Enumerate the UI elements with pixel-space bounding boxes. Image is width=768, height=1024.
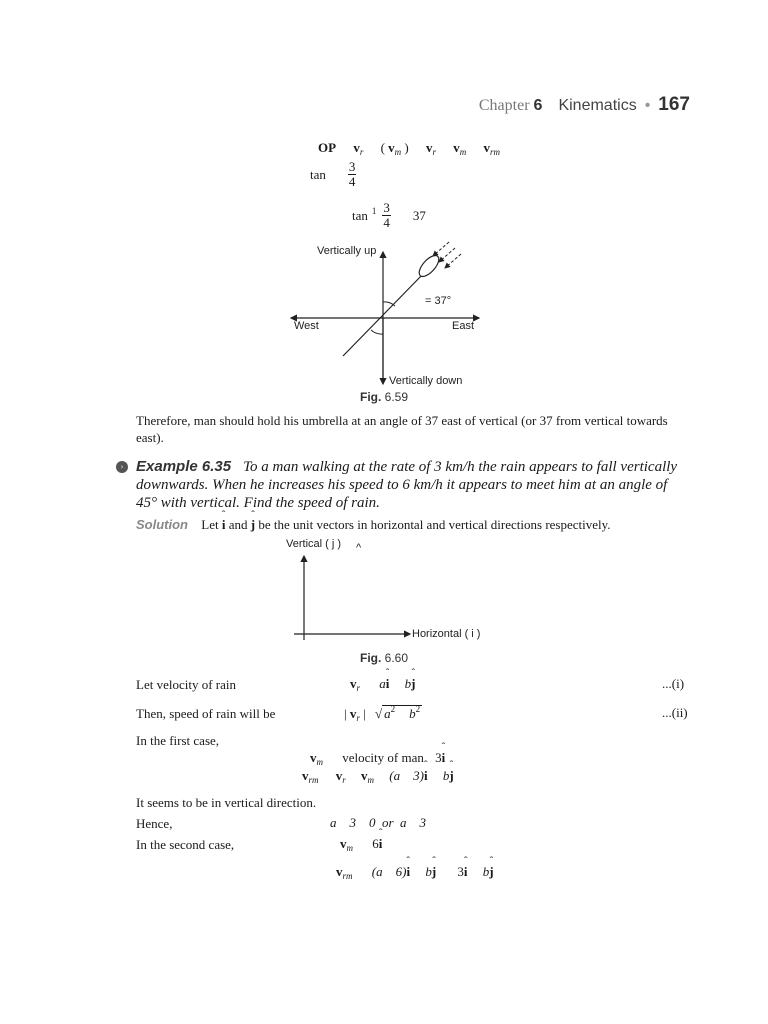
fraction-3-4-b (382, 201, 391, 230)
eq-vrm-vm: v (361, 768, 368, 783)
fig-6-59-diagram (285, 238, 485, 390)
fig-6-59-caption (360, 390, 408, 404)
op-equation (318, 140, 500, 157)
eq-vm-v: v (310, 750, 317, 765)
equation-vrm-first (302, 768, 454, 785)
inverse-superscript: 1 (371, 205, 377, 216)
fraction-numerator: 3 (348, 159, 356, 174)
eq-vrm-b: b (442, 768, 450, 783)
eq-ii-b: b (409, 706, 416, 721)
conclusion-paragraph: Therefore, man should hold his umbrella at an angle of 37 east of vertical (or 37 from vertical towards east). (136, 413, 668, 445)
eq-ii-exp-b: 2 (415, 704, 421, 714)
eq-ii-v: v (349, 706, 357, 721)
rain-arrow-3 (445, 254, 461, 268)
equation-vm-second (340, 836, 382, 853)
chapter-word: Chapter (478, 97, 530, 114)
label-horizontal-i: Horizontal ( i ) (412, 628, 481, 640)
line-velocity-of-rain-text: Let velocity of rain (136, 677, 236, 692)
header-bullet: • (644, 97, 651, 114)
eq-vm-text: velocity of man (342, 750, 424, 765)
fig-6-60-caption-bold: Fig. (360, 651, 382, 665)
solution-text-c: be the unit vectors in horizontal and vertical directions respectively. (255, 517, 611, 532)
eq-ii-a: a (384, 706, 391, 721)
eq-i-b: b (404, 676, 412, 691)
umbrella-canopy (416, 252, 442, 279)
arctan-result: 37 (412, 207, 426, 223)
j-hat-symbol: ˆ j (251, 516, 255, 533)
eq-vrm-vm-sub: m (367, 775, 375, 785)
vrm-sub: rm (490, 147, 501, 157)
label-angle: = 37° (425, 295, 452, 307)
fraction-denominator-b: 4 (383, 215, 390, 230)
solution-text-b: and (225, 517, 251, 532)
eq-vm-coef: 3 (435, 750, 442, 765)
op-label: OP (318, 140, 337, 155)
eq-vm-sub: m (316, 757, 323, 767)
example-block (136, 458, 688, 512)
label-vertical-j: Vertical ( j ) (286, 538, 342, 550)
line-first-case: In the first case, (136, 733, 220, 748)
line-hence: Hence, (136, 816, 173, 831)
vr-symbol-2: v (426, 140, 433, 155)
eq-i-a: a (379, 676, 386, 691)
example-text: To a man walking at the rate of 3 km/h the rain appears to fall vertically downwards. When he increases his speed to 6 km/h it appears to meet him at an angle of 45° with vertical. Find the speed of rain. (136, 459, 678, 511)
eq-vrm-paren: (a 3) (389, 768, 424, 783)
sqrt-icon: √ (374, 706, 383, 721)
label-vertically-up: Vertically up (317, 245, 377, 257)
example-bullet-icon: › (116, 461, 128, 473)
equation-ii (344, 704, 422, 723)
equation-hence: a 3 0 or a 3 (330, 815, 427, 830)
eq-vm2-sub: m (346, 843, 353, 853)
fig-6-60-diagram (290, 550, 412, 645)
eq-i-sub: r (356, 683, 361, 693)
eq-i-j-hat: ˆ j (411, 676, 415, 692)
eq-vrm-v: v (302, 768, 309, 783)
eq-vrm2-i-hat-2: ˆ i (464, 864, 468, 880)
vm-sub: m (394, 147, 402, 157)
paren-open: ( (380, 140, 385, 155)
umbrella-stick (343, 272, 425, 356)
fraction-3-4 (348, 160, 357, 189)
tan-label: tan (310, 166, 326, 182)
eq-vm-i-hat: ˆ i (442, 750, 446, 766)
line-second-case: In the second case, (136, 837, 235, 852)
eq-ii-abs-close: | (359, 706, 366, 721)
eq-vrm-sub: rm (308, 775, 319, 785)
sqrt-body (382, 705, 422, 721)
fig-6-60-caption-number: 6.60 (384, 651, 409, 665)
eq-ii-sub: r (356, 713, 360, 723)
tan-equation (310, 160, 356, 189)
eq-vm2-v: v (340, 836, 347, 851)
arctan-label: tan (352, 207, 368, 223)
vr-sub: r (359, 147, 364, 157)
line-speed-of-rain-text: Then, speed of rain will be (136, 706, 276, 721)
eq-vrm2-j-hat-2: ˆ j (489, 864, 493, 880)
eq-ii-exp-a: 2 (390, 704, 396, 714)
page-number: 167 (658, 94, 690, 115)
label-vertically-down: Vertically down (389, 375, 463, 387)
vr-sub-2: r (432, 147, 437, 157)
angle-arc-lower (371, 330, 383, 334)
line-vertical-direction: It seems to be in vertical direction. (136, 795, 317, 810)
fig-6-59-caption-bold: Fig. (360, 390, 382, 404)
vm-symbol: v (388, 140, 395, 155)
equation-i (350, 676, 415, 693)
eq-vrm-i-hat: ˆ i (424, 768, 428, 784)
paren-close: ) (404, 140, 409, 155)
chapter-title: Kinematics (558, 97, 637, 114)
running-header (479, 94, 690, 116)
eq-vrm2-coef: 3 (457, 864, 464, 879)
equation-tag-ii: ...(ii) (662, 705, 688, 720)
eq-i-v: v (350, 676, 357, 691)
i-hat-symbol: ˆ i (222, 516, 226, 533)
eq-vrm2-b: b (425, 864, 432, 879)
label-east: East (452, 320, 475, 332)
eq-vrm2-i-hat: ˆ i (406, 864, 410, 880)
eq-vrm-j-hat: ˆ j (449, 768, 453, 784)
eq-vrm2-sub: rm (342, 871, 353, 881)
eq-vm2-coef: 6 (372, 836, 379, 851)
eq-vm2-i-hat: ˆ i (379, 836, 383, 852)
fig-6-60-caption (360, 651, 408, 665)
eq-vrm-vr-sub: r (342, 775, 346, 785)
fraction-denominator: 4 (348, 174, 356, 189)
rain-arrow-1 (433, 242, 449, 256)
rain-arrow-2 (439, 248, 455, 262)
equation-vrm-second (336, 864, 494, 881)
eq-ii-abs-open: | (344, 706, 350, 721)
label-west: West (294, 320, 319, 332)
eq-i-i-hat: ˆ i (386, 676, 390, 692)
equation-tag-i: ...(i) (662, 676, 685, 691)
fig-6-59-caption-number: 6.59 (384, 390, 409, 404)
eq-vrm2-v: v (336, 864, 343, 879)
eq-vrm-vr: v (335, 768, 343, 783)
vr-symbol: v (353, 140, 360, 155)
solution-label: Solution (136, 517, 188, 532)
eq-vrm2-paren: (a 6) (371, 864, 407, 879)
solution-text-a: Let (201, 517, 222, 532)
solution-line (136, 516, 611, 533)
example-label: Example 6.35 (136, 458, 232, 475)
fraction-numerator-b: 3 (383, 200, 390, 215)
chapter-number: 6 (533, 97, 543, 114)
vm-sub-2: m (459, 147, 467, 157)
eq-vrm2-j-hat: ˆ j (432, 864, 436, 880)
eq-vrm2-b-2: b (482, 864, 490, 879)
vrm-symbol: v (483, 140, 491, 155)
arctan-equation (352, 201, 426, 230)
label-caret: ^ (356, 542, 362, 554)
vm-symbol-2: v (453, 140, 460, 155)
